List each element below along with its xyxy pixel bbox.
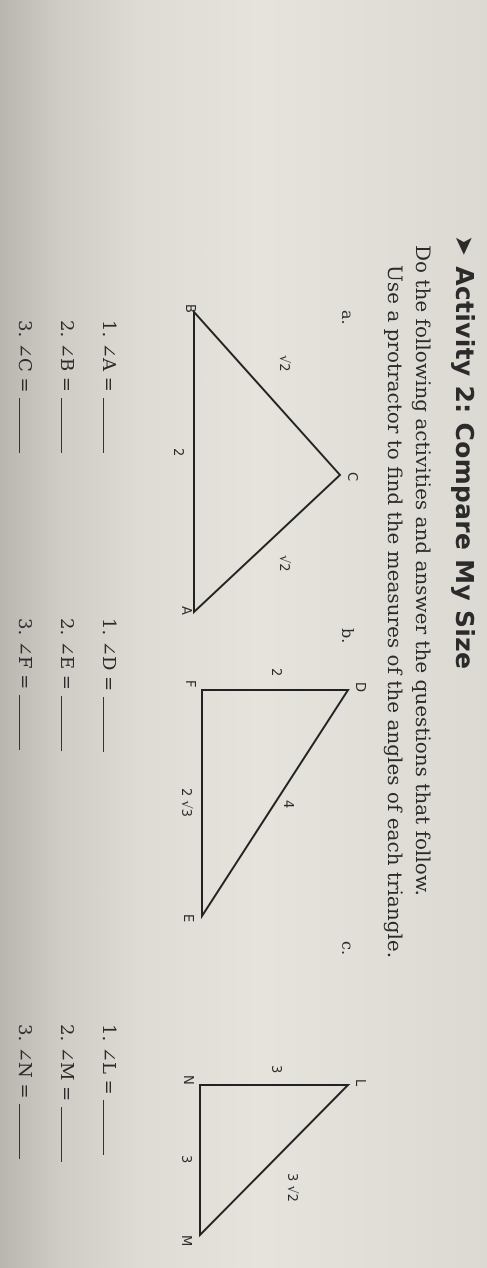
answer-blank[interactable] [19, 398, 20, 453]
triangle-def-shape [202, 690, 348, 916]
part-c-label: c. [338, 941, 357, 956]
side-nm-label: 3 [178, 1155, 193, 1164]
answer-blank[interactable] [61, 696, 62, 751]
side-fe-label: 2 √3 [178, 788, 193, 817]
side-lm-label: 3 √2 [284, 1173, 299, 1202]
activity-title: Activity 2: Compare My Size [450, 266, 479, 670]
vertex-d: D [352, 682, 367, 693]
question-angle-m: 2. ∠M = [56, 1024, 77, 1162]
vertex-n: N [180, 1075, 195, 1085]
part-b-label: b. [338, 628, 357, 644]
question-angle-e: 2. ∠E = [56, 618, 77, 751]
part-a-label: a. [338, 310, 357, 325]
question-angle-l: 1. ∠L = [98, 1024, 119, 1155]
question-angle-n: 3. ∠N = [14, 1024, 35, 1159]
vertex-e: E [180, 914, 195, 923]
side-de-label: 4 [280, 800, 295, 809]
side-ca-label: √2 [276, 555, 291, 572]
triangle-lmn [172, 935, 372, 1265]
answer-blank[interactable] [61, 398, 62, 453]
side-df-label: 2 [268, 668, 283, 677]
side-ln-label: 3 [268, 1065, 283, 1074]
question-angle-f: 3. ∠F = [14, 618, 35, 750]
triangle-def [172, 620, 372, 930]
answer-blank[interactable] [103, 398, 104, 453]
vertex-a: A [178, 606, 193, 615]
answer-blank[interactable] [103, 1100, 104, 1155]
answer-blank[interactable] [19, 695, 20, 750]
answer-blank[interactable] [61, 1107, 62, 1162]
arrow-bullet-icon: ➤ [450, 235, 479, 257]
question-angle-a: 1. ∠A = [98, 320, 119, 453]
activity-heading [450, 235, 479, 669]
vertex-b: B [182, 304, 197, 313]
triangle-lmn-shape [200, 1085, 348, 1235]
triangle-abc [170, 300, 372, 620]
side-bc-label: √2 [276, 355, 291, 372]
question-angle-b: 2. ∠B = [56, 320, 77, 453]
instruction-2: Use a protractor to find the measures of the angles of each triangle. [383, 265, 407, 959]
answer-blank[interactable] [103, 697, 104, 752]
vertex-c: C [344, 472, 359, 482]
triangle-abc-shape [194, 312, 340, 612]
instruction-1: Do the following activities and answer the questions that follow. [411, 245, 435, 896]
side-ba-label: 2 [170, 448, 185, 457]
answer-blank[interactable] [19, 1104, 20, 1159]
vertex-m: M [178, 1235, 193, 1247]
question-angle-d: 1. ∠D = [98, 618, 119, 752]
question-angle-c: 3. ∠C = [14, 320, 35, 453]
vertex-l: L [352, 1079, 367, 1087]
vertex-f: F [182, 680, 197, 688]
